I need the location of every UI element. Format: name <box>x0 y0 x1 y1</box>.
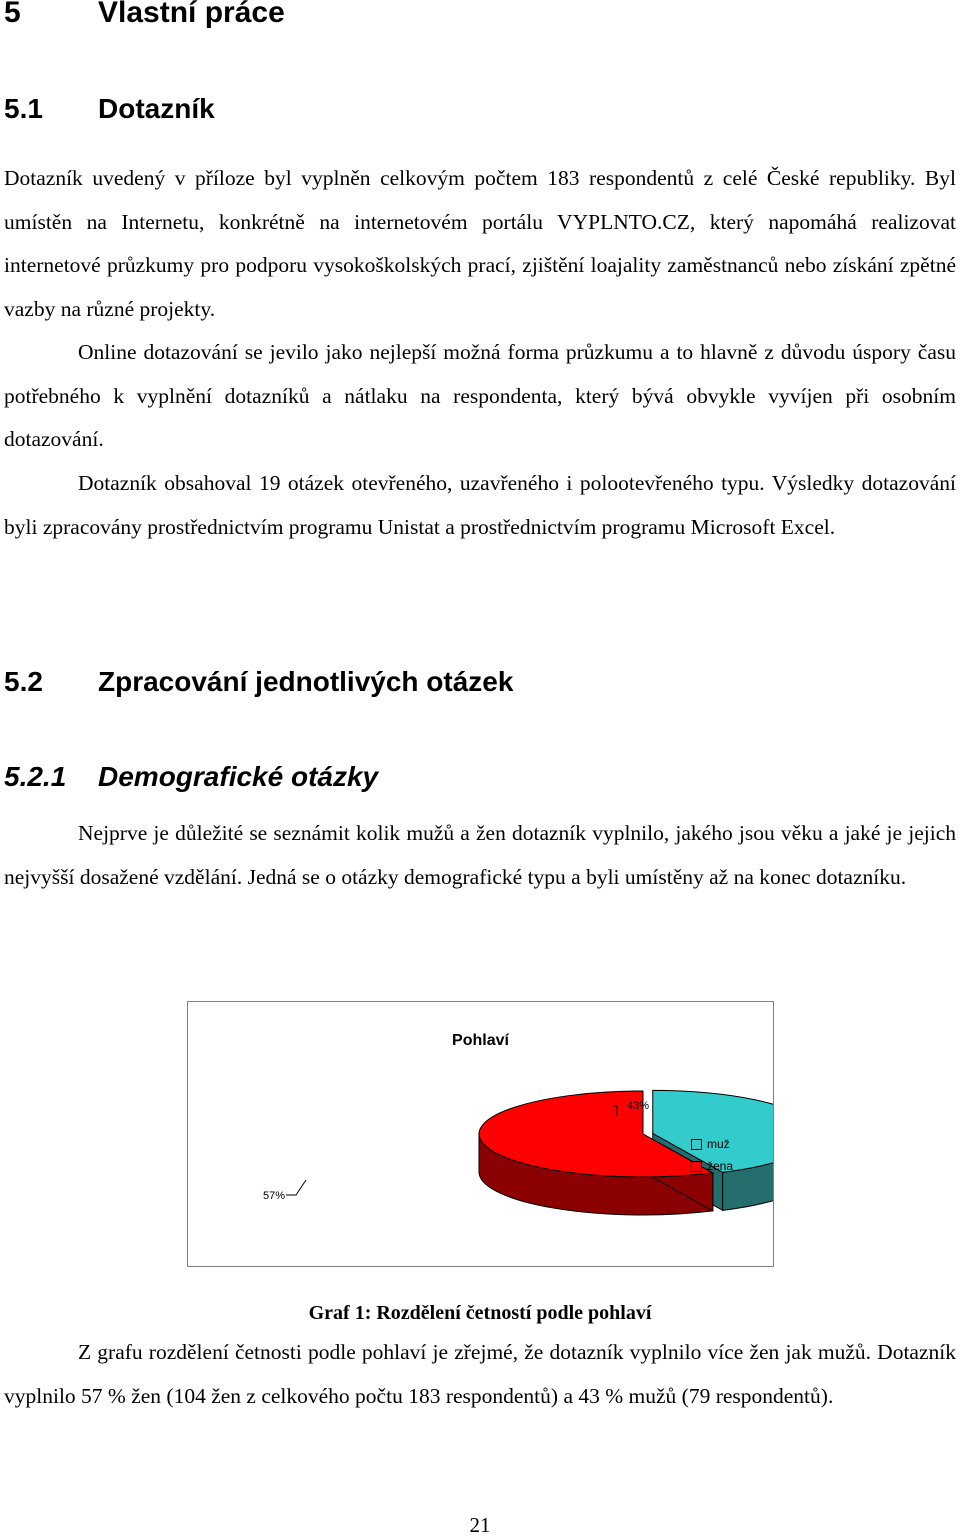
legend-swatch-zena <box>691 1161 702 1172</box>
section-heading-dotaznik <box>4 93 215 125</box>
chapter-title: Vlastní práce <box>98 0 285 29</box>
legend-swatch-muz <box>691 1139 702 1150</box>
leader-line-zena <box>286 1180 306 1195</box>
paragraph-3: Dotazník obsahoval 19 otázek otevřeného, uzavřeného i polootevřeného typu. Výsledky dotazování byli zpracovány prostřednictvím programu Unistat a prostřednictvím programu Microsoft Excel. <box>4 471 956 539</box>
legend-label-zena: žena <box>707 1159 734 1173</box>
data-label-zena: 57% <box>263 1190 286 1202</box>
paragraph-1: Dotazník uvedený v příloze byl vyplněn celkovým počtem 183 respondentů z celé České republiky. Byl umístěn na Internetu, konkrétně na internetovém portálu VYPLNTO.CZ, který napomáhá realizovat internetové průzkumy pro podporu vysokoškolských prací, zjištění loajality zaměstnanců nebo získání zpětné vazby na různé projekty. <box>4 166 956 321</box>
section-number: 5.1 <box>4 93 43 124</box>
legend-item-muz <box>691 1137 733 1159</box>
legend-label-muz: muž <box>707 1137 730 1151</box>
paragraph-5: Z grafu rozdělení četnosti podle pohlaví je zřejmé, že dotazník vyplnilo více žen jak mužů. Dotazník vyplnilo 57 % žen (104 žen z celkového počtu 183 respondentů) a 43 % mužů (79 respondentů). <box>4 1340 956 1408</box>
figure-caption: Graf 1: Rozdělení četností podle pohlaví <box>308 1302 652 1324</box>
paragraph-2: Online dotazování se jevilo jako nejlepší možná forma průzkumu a to hlavně z důvodu úspory času potřebného k vyplnění dotazníků a nátlaku na respondenta, který bývá obvykle vyvíjen při osobním dotazování. <box>4 340 956 451</box>
data-label-muz: 43% <box>627 1100 650 1112</box>
section-number: 5.2 <box>4 666 43 697</box>
legend <box>691 1137 733 1181</box>
paragraph-4: Nejprve je důležité se seznámit kolik mužů a žen dotazník vyplnilo, jakého jsou věku a jaké je jejich nejvyšší dosažené vzdělání. Jedná se o otázky demografické typu a byli umístěny až na konec dotazníku. <box>4 821 956 889</box>
chapter-number: 5 <box>4 0 21 29</box>
chart-frame <box>187 1001 774 1267</box>
legend-item-zena <box>691 1159 733 1181</box>
pie-chart <box>188 1002 773 1266</box>
section-heading-zpracovani <box>4 666 513 698</box>
subsection-number: 5.2.1 <box>4 761 67 792</box>
page-number: 21 <box>469 1513 491 1537</box>
section-title: Zpracování jednotlivých otázek <box>98 666 514 697</box>
subsection-heading <box>4 761 378 793</box>
chapter-heading <box>4 0 285 30</box>
chart-title: Pohlaví <box>452 1032 509 1049</box>
subsection-title: Demografické otázky <box>98 761 379 792</box>
section-title: Dotazník <box>98 93 215 124</box>
